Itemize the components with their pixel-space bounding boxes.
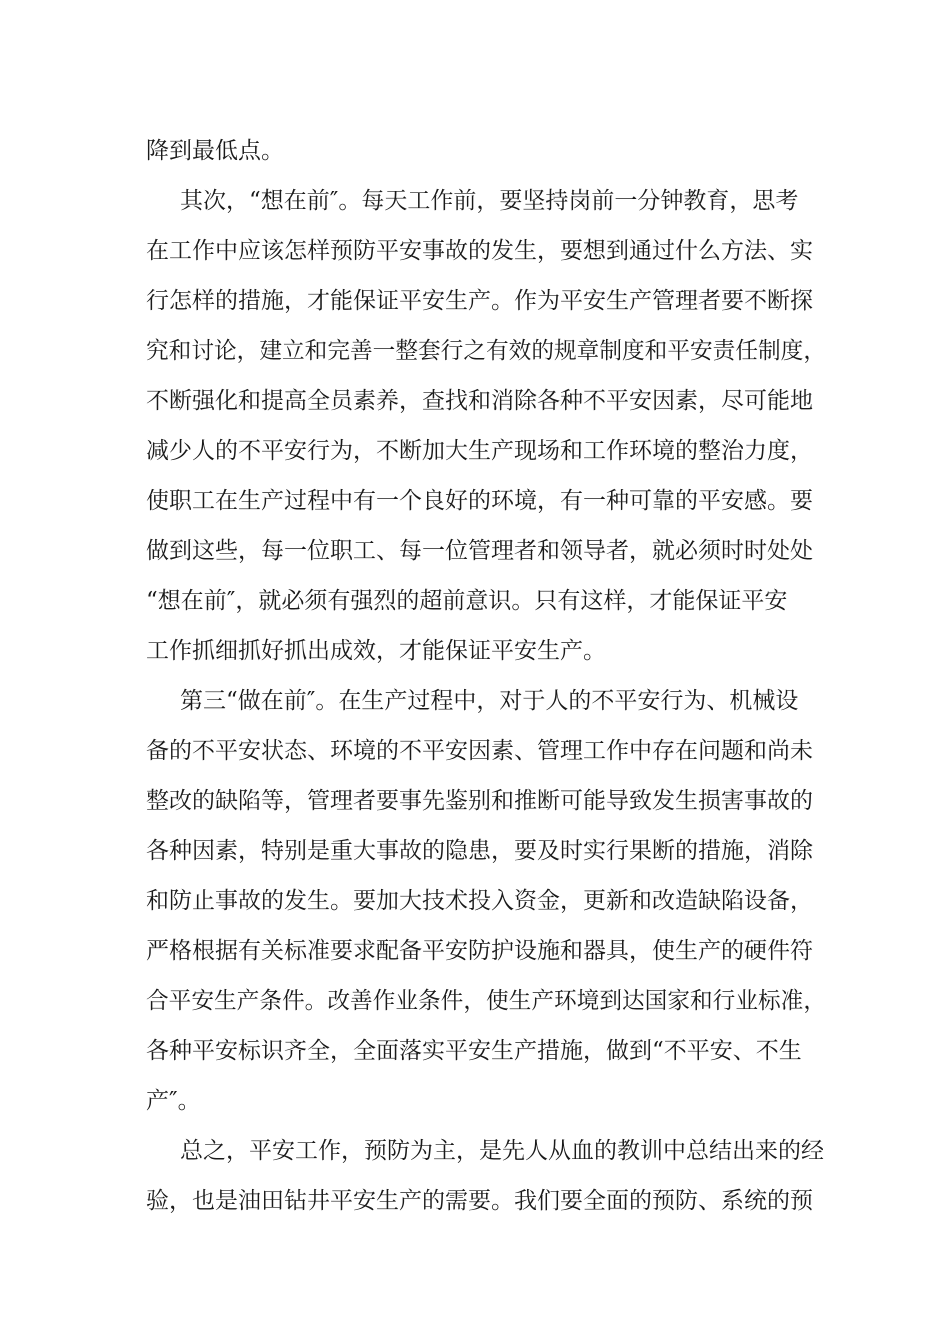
text-line [0,581,950,621]
line-text: 和防止事故的发生。要加大技术投入资金，更新和改造缺陷设备， [146,888,813,914]
line-text: 其次，“想在前″。每天工作前，要坚持岗前一分钟教育，思考 [180,188,799,214]
text-line [0,1181,950,1221]
text-line [0,481,950,521]
line-text: 总之，平安工作，预防为主，是先人从血的教训中总结出来的经 [180,1138,824,1164]
line-text: 减少人的不平安行为，不断加大生产现场和工作环境的整治力度， [146,438,813,464]
line-text: 行怎样的措施，才能保证平安生产。作为平安生产管理者要不断探 [146,288,813,314]
line-text: 验，也是油田钻井平安生产的需要。我们要全面的预防、系统的预 [146,1188,813,1214]
line-text: 不断强化和提高全员素养，查找和消除各种不平安因素，尽可能地 [146,388,813,414]
text-line [0,531,950,571]
text-line [0,281,950,321]
text-line [0,231,950,271]
line-text: 各种平安标识齐全，全面落实平安生产措施，做到“不平安、不生 [146,1038,802,1064]
line-text: 第三“做在前″。在生产过程中，对于人的不平安行为、机械设 [180,688,799,714]
line-text: 产″。 [146,1088,201,1114]
text-line [0,781,950,821]
line-text: 整改的缺陷等，管理者要事先鉴别和推断可能导致发生损害事故的 [146,788,813,814]
line-text: 合平安生产条件。改善作业条件，使生产环境到达国家和行业标准， [146,988,826,1014]
text-line [0,181,950,221]
text-line [0,731,950,771]
line-text: 降到最低点。 [146,138,284,164]
text-line [0,331,950,371]
text-line [0,1131,950,1171]
text-line [0,431,950,471]
text-line [0,981,950,1021]
text-line [0,681,950,721]
text-line [0,381,950,421]
line-text: 备的不平安状态、环境的不平安因素、管理工作中存在问题和尚未 [146,738,813,764]
line-text: 严格根据有关标准要求配备平安防护设施和器具，使生产的硬件符 [146,938,813,964]
line-text: 使职工在生产过程中有一个良好的环境，有一种可靠的平安感。要 [146,488,813,514]
line-text: 各种因素，特别是重大事故的隐患，要及时实行果断的措施，消除 [146,838,813,864]
line-text: 在工作中应该怎样预防平安事故的发生，要想到通过什么方法、实 [146,238,813,264]
text-line [0,931,950,971]
text-line [0,131,950,171]
text-line [0,831,950,871]
text-line [0,631,950,671]
line-text: 做到这些，每一位职工、每一位管理者和领导者，就必须时时处处 [146,538,813,564]
line-text: “想在前″，就必须有强烈的超前意识。只有这样，才能保证平安 [146,588,788,614]
text-line [0,1031,950,1071]
line-text: 工作抓细抓好抓出成效，才能保证平安生产。 [146,638,606,664]
line-text: 究和讨论，建立和完善一整套行之有效的规章制度和平安责任制度， [146,338,826,364]
text-line [0,881,950,921]
text-line [0,1081,950,1121]
